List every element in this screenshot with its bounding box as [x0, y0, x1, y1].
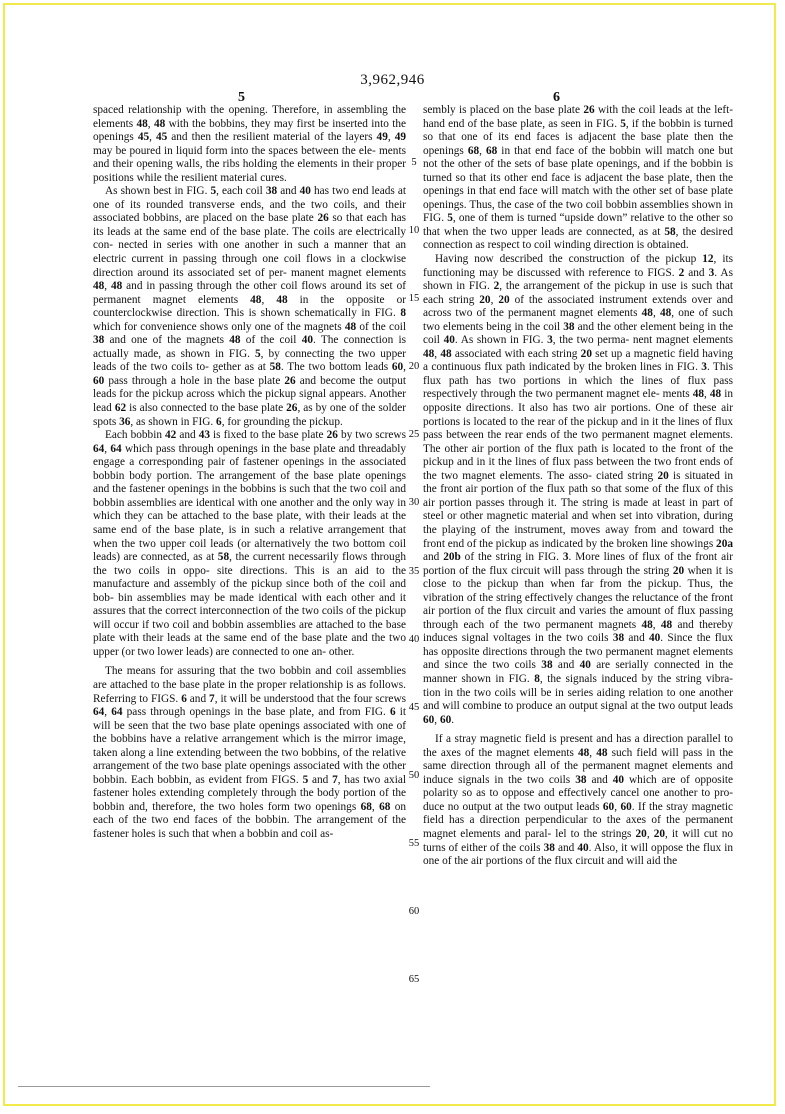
line-number: 35: [408, 566, 420, 577]
left-column-number: 5: [238, 90, 245, 105]
paragraph: As shown best in FIG. 5, each coil 38 and 40 has two end leads at one of its rounded transverse ends, and the two coils, and their associated bobbins, are placed on the base plate 26 so that each has its leads at the same end of the base plate. The coils are electrically con- nected in series with one another in such a manner that an electric current in passing through one coil flows in a clockwise direction around its associated set of per- manent magnet elements 48, 48 and in passing through the other coil flows around its set of permanent magnet elements 48, 48 in the opposite or counterclockwise direction. This is shown schematically in FIG. 8 which for convenience shows only one of the magnets 48 of the coil 38 and one of the magnets 48 of the coil 40. The connection is actually made, as shown in FIG. 5, by connecting the two upper leads of the two coils to- gether as at 58. The two bottom leads 60, 60 pass through a hole in the base plate 26 and become the output leads for the pickup across which the pickup signal appears. Another lead 62 is also connected to the base plate 26, as by one of the solder spots 36, as shown in FIG. 6, for grounding the pickup.: [93, 185, 407, 428]
left-text-column: [93, 104, 406, 842]
line-number: 65: [408, 974, 420, 985]
right-column-number: 6: [553, 90, 560, 105]
right-text-column: [423, 104, 733, 869]
line-number: 25: [408, 429, 420, 440]
line-number: 45: [408, 702, 420, 713]
paragraph: Having now described the construction of the pickup 12, its functioning may be discussed with reference to FIGS. 2 and 3. As shown in FIG. 2, the arrangement of the pickup in use is such that each string 20, 20 of the associated instrument extends over and across two of the permanent magnet elements 48, 48, one of such two elements being in the coil 38 and the other element being in the coil 40. As shown in FIG. 3, the two perma- nent magnet elements 48, 48 associated with each string 20 set up a magnetic field having a continuous flux path indicated by the broken lines in FIG. 3. This flux path has two portions in which the lines of flux pass respectively through the two permanent magnet ele- ments 48, 48 in opposite directions. It also has two air portions. One of these air portions is located to the rear of the pickup and in it the lines of flux pass between the rear ends of the two permanent magnet elements. The other air portion of the flux path is located to the front of the pickup and in it the lines of flux pass between the two front ends of the two magnet elements. The asso- ciated string 20 is situated in the front air portion of the flux path so that some of the flux of this air portion passes through it. The string is made at least in part of steel or other magnetic material and when set into vibration, during the playing of the instrument, moves away from and toward the front end of the pickup as indicated by the broken line showings 20a and 20b of the string in FIG. 3. More lines of flux of the front air portion of the flux circuit will pass through the string 20 when it is close to the pickup than when far from the pickup. Thus, the vibration of the string effectively changes the reluctance of the front air portion of the flux circuit and varies the amount of flux passing through each of the two permanent magnets 48, 48 and thereby induces signal voltages in the two coils 38 and 40. Since the flux has opposite directions through the two permanent magnet elements and since the two coils 38 and 40 are serially connected in the manner shown in FIG. 8, the signals induced by the string vibra- tion in the two coils will be in series aiding relation to one another and will combine to produce an output signal at the two output leads 60, 60.: [423, 253, 734, 726]
line-number: 5: [411, 157, 417, 168]
line-number: 15: [408, 293, 420, 304]
line-number: 30: [408, 497, 420, 508]
patent-number: 3,962,946: [360, 72, 425, 88]
line-number: 55: [408, 838, 420, 849]
paragraph: spaced relationship with the opening. Therefore, in assembling the elements 48, 48 with the bobbins, they may first be inserted into the openings 45, 45 and then the resilient material of the layers 49, 49 may be poured in liquid form into the spaces between the ele- ments and their opening walls, the ribs holding the elements in their proper positions while the resilient material cures.: [93, 104, 407, 184]
line-number: 60: [408, 906, 420, 917]
line-number: 40: [408, 634, 420, 645]
bottom-rule: [18, 1086, 430, 1087]
paragraph: The means for assuring that the two bobbin and coil assemblies are attached to the base plate in the proper relationship is as follows. Referring to FIGS. 6 and 7, it will be understood that the four screws 64, 64 pass through openings in the base plate, and from FIG. 6 it will be seen that the two base plate openings associated with one of the bobbins have a relative arrangement which is the mirror image, taken along a line extending between the two bobbins, of the relative arrangement of the two base plate openings associated with the other bobbin. Each bobbin, as evident from FIGS. 5 and 7, has two axial fastener holes extending completely through the body portion of the bobbin and, therefore, the two holes form two openings 68, 68 on each of the two end faces of the bobbin. The arrangement of the fastener holes is such that when a bobbin and coil as-: [93, 665, 407, 840]
paragraph: sembly is placed on the base plate 26 with the coil leads at the left-hand end of the base plate, as seen in FIG. 5, if the bobbin is turned so that one of its end faces is adjacent the base plate then the openings 68, 68 in that end face of the bobbin will match one but not the other of the sets of base plate openings, and if the bobbin is turned so that its other end face is adjacent the base plate, then the openings in that end face will match with the other set of base plate openings. Thus, the case of the two coil bobbin assemblies shown in FIG. 5, one of them is turned “upside down” relative to the other so that when the two upper leads are connected, as at 58, the desired connection as respect to coil winding direction is obtained.: [423, 104, 734, 252]
paragraph: If a stray magnetic field is present and has a direction parallel to the axes of the magnet elements 48, 48 such field will pass in the same direction through all of the permanent magnet elements and induce signals in the two coils 38 and 40 which are of opposite polarity so as to oppose and effectively cancel one another to pro- duce no output at the two output leads 60, 60. If the stray magnetic field has a direction perpendicular to the axes of the permanent magnet elements and paral- lel to the strings 20, 20, it will cut no turns of either of the coils 38 and 40. Also, it will oppose the flux in one of the air portions of the flux circuit and will aid the: [423, 733, 733, 868]
line-number: 20: [408, 361, 420, 372]
line-number: 50: [408, 770, 420, 781]
paragraph: Each bobbin 42 and 43 is fixed to the base plate 26 by two screws 64, 64 which pass through openings in the base plate and threadably engage a corresponding pair of fastener openings in the associated bobbin body portion. The arrangement of the base plate openings and the fastener openings in the bobbins is such that the two coil and bobbin assemblies are identical with one another and the only way in which they can be attached to the base plate, with their leads at the same end of the base plate, is in such a relative arrangement that when the two upper coil leads (or alternatively the two bottom coil leads) are connected, as at 58, the current necessarily flows through the two coils in oppo- site directions. This is an aid to the manufacture and assembly of the pickup since both of the coil and bob- bin assemblies may be made identical with each other and it assures that the correct interconnection of the two coils of the pickup will occur if two coil and bobbin assemblies are attached to the base plate with their leads at the same end of the base plate and the two upper (or two lower leads) are connected to one an- other.: [93, 429, 407, 658]
line-number: 10: [408, 225, 420, 236]
